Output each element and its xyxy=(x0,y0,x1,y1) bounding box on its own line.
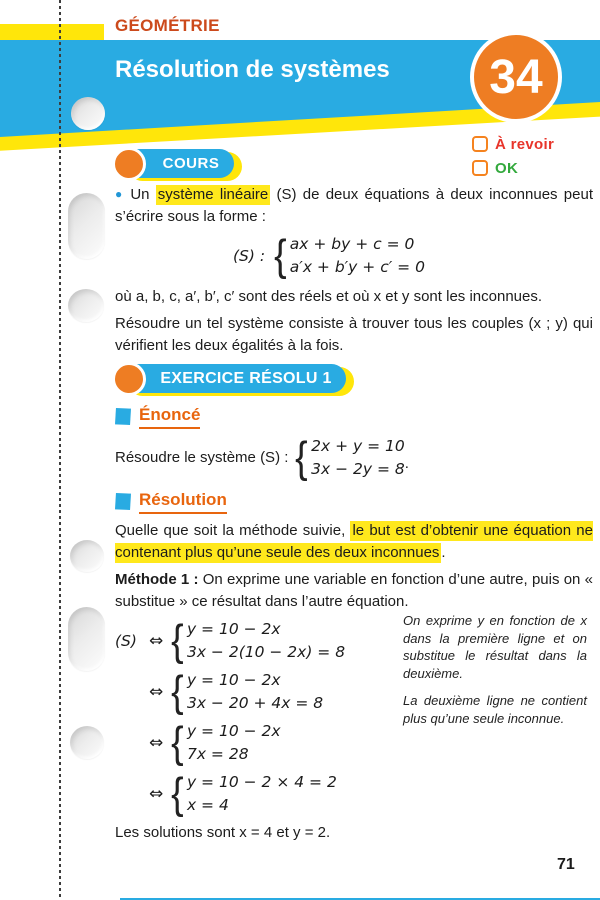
text-segment: Quelle que soit la méthode suivie, xyxy=(115,522,351,539)
self-check-group xyxy=(472,134,554,182)
cours-paragraph-1 xyxy=(115,184,593,228)
methode-paragraph xyxy=(115,569,593,613)
text-segment: On exprime une variable en fonction d’une autre, puis on « substitue » ce résultat dans l’autre équation. xyxy=(115,571,593,610)
brace-icon: { xyxy=(274,231,287,280)
resolution-heading xyxy=(115,489,593,514)
resolution-paragraph xyxy=(115,520,593,564)
perforation-line xyxy=(59,0,61,900)
exercice-section-badge xyxy=(112,362,593,396)
step-prefix: (S) xyxy=(115,632,137,650)
equivalence-arrow-icon: ⇔ xyxy=(149,784,164,804)
system-label: (S) : xyxy=(233,247,266,265)
page-content xyxy=(115,184,593,849)
equivalence-arrow-icon: ⇔ xyxy=(149,733,164,753)
page-title: Résolution de systèmes xyxy=(115,56,390,83)
equivalence-arrow-icon: ⇔ xyxy=(149,631,164,651)
exercice-label: EXERCICE RÉSOLU 1 xyxy=(120,364,346,393)
ok-label: OK xyxy=(495,159,519,177)
text-segment: (S) de deux équations à deux inconnues peut s’écrire sous la forme : xyxy=(115,186,593,225)
system-lines xyxy=(311,435,405,481)
equation-line: y = 10 − 2x xyxy=(186,722,281,740)
highlighted-text: système linéaire xyxy=(157,186,269,203)
cours-system-equation xyxy=(115,233,593,279)
equation-steps xyxy=(115,618,403,817)
ok-row xyxy=(472,158,554,178)
brace-icon: { xyxy=(171,769,184,818)
text-segment: . xyxy=(441,544,446,561)
equation-line: a′x + b′y + c′ = 0 xyxy=(289,258,425,276)
cours-section-badge xyxy=(112,147,362,181)
a-revoir-checkbox[interactable] xyxy=(472,136,488,152)
highlighted-text: le but est d’obtenir une équation ne contenant plus qu’une seule des deux inconnues xyxy=(115,522,593,561)
brace-icon: { xyxy=(171,667,184,716)
text-segment: Un xyxy=(130,186,156,203)
brace-icon: { xyxy=(171,616,184,665)
a-revoir-row xyxy=(472,134,554,154)
equation-line: x = 4 xyxy=(186,796,229,814)
equation-step-4 xyxy=(115,771,403,817)
binding-hole xyxy=(68,607,105,671)
enonce-text: Résoudre le système (S) : xyxy=(115,449,289,466)
page-number: 71 xyxy=(557,856,575,873)
cours-paragraph-3: Résoudre un tel système consiste à trouver tous les couples (x ; y) qui vérifient les deux égalités à la fois. xyxy=(115,315,593,354)
equation-line: 2x + y = 10 xyxy=(311,437,405,455)
margin-note-1: On exprime y en fonction de x dans la première ligne et on substitue le résultat dans la deuxième. xyxy=(403,613,587,681)
system-lines xyxy=(187,771,337,817)
solution-sentence: Les solutions sont x = 4 et y = 2. xyxy=(115,824,331,841)
blue-square-icon xyxy=(115,408,131,425)
system-lines xyxy=(290,233,425,279)
equation-line: 3x − 2(10 − 2x) = 8 xyxy=(186,643,346,661)
equation-step-3 xyxy=(115,720,403,766)
a-revoir-label: À revoir xyxy=(495,135,555,153)
brace-icon: { xyxy=(171,718,184,767)
chapter-number-badge xyxy=(470,31,562,123)
equation-line: ax + by + c = 0 xyxy=(289,235,415,253)
brace-icon: { xyxy=(295,433,309,482)
equivalence-arrow-icon: ⇔ xyxy=(149,682,164,702)
cours-label: COURS xyxy=(120,149,234,178)
binding-hole xyxy=(68,193,105,259)
blue-square-icon xyxy=(115,493,131,510)
system-lines xyxy=(187,720,281,766)
bullet-icon: ● xyxy=(115,187,125,201)
system-lines xyxy=(187,618,345,664)
equation-line: 3x − 20 + 4x = 8 xyxy=(186,694,324,712)
methode-label: Méthode 1 : xyxy=(115,571,199,588)
binding-hole xyxy=(70,726,104,759)
ok-checkbox[interactable] xyxy=(472,160,488,176)
system-lines xyxy=(187,669,323,715)
margin-notes xyxy=(403,612,587,817)
method-work-area xyxy=(115,613,593,818)
equation-step-2 xyxy=(115,669,403,715)
margin-note-2: La deuxième ligne ne contient plus qu’une seule inconnue. xyxy=(403,693,587,726)
equation-line: 7x = 28 xyxy=(186,745,249,763)
equation-line: y = 10 − 2x xyxy=(186,671,281,689)
equation-step-1 xyxy=(115,618,403,664)
chapter-number: 34 xyxy=(489,50,543,104)
equation-line: 3x − 2y = 8 xyxy=(311,460,405,478)
binding-hole xyxy=(68,289,104,322)
equation-line: y = 10 − 2 × 4 = 2 xyxy=(186,773,337,791)
binding-hole xyxy=(70,540,104,572)
orange-dot-icon xyxy=(112,362,146,396)
binding-hole xyxy=(71,97,105,130)
enonce-heading xyxy=(115,404,593,429)
sentence-period: . xyxy=(404,455,409,472)
cours-paragraph-2: où a, b, c, a′, b′, c′ sont des réels et où x et y sont les inconnues. xyxy=(115,288,543,305)
enonce-title: Énoncé xyxy=(139,404,200,429)
enonce-system-equation xyxy=(115,435,593,481)
equation-line: y = 10 − 2x xyxy=(186,620,281,638)
category-label: GÉOMÉTRIE xyxy=(115,16,220,35)
orange-dot-icon xyxy=(112,147,146,181)
resolution-title: Résolution xyxy=(139,489,227,514)
header-yellow-tab xyxy=(0,24,104,40)
